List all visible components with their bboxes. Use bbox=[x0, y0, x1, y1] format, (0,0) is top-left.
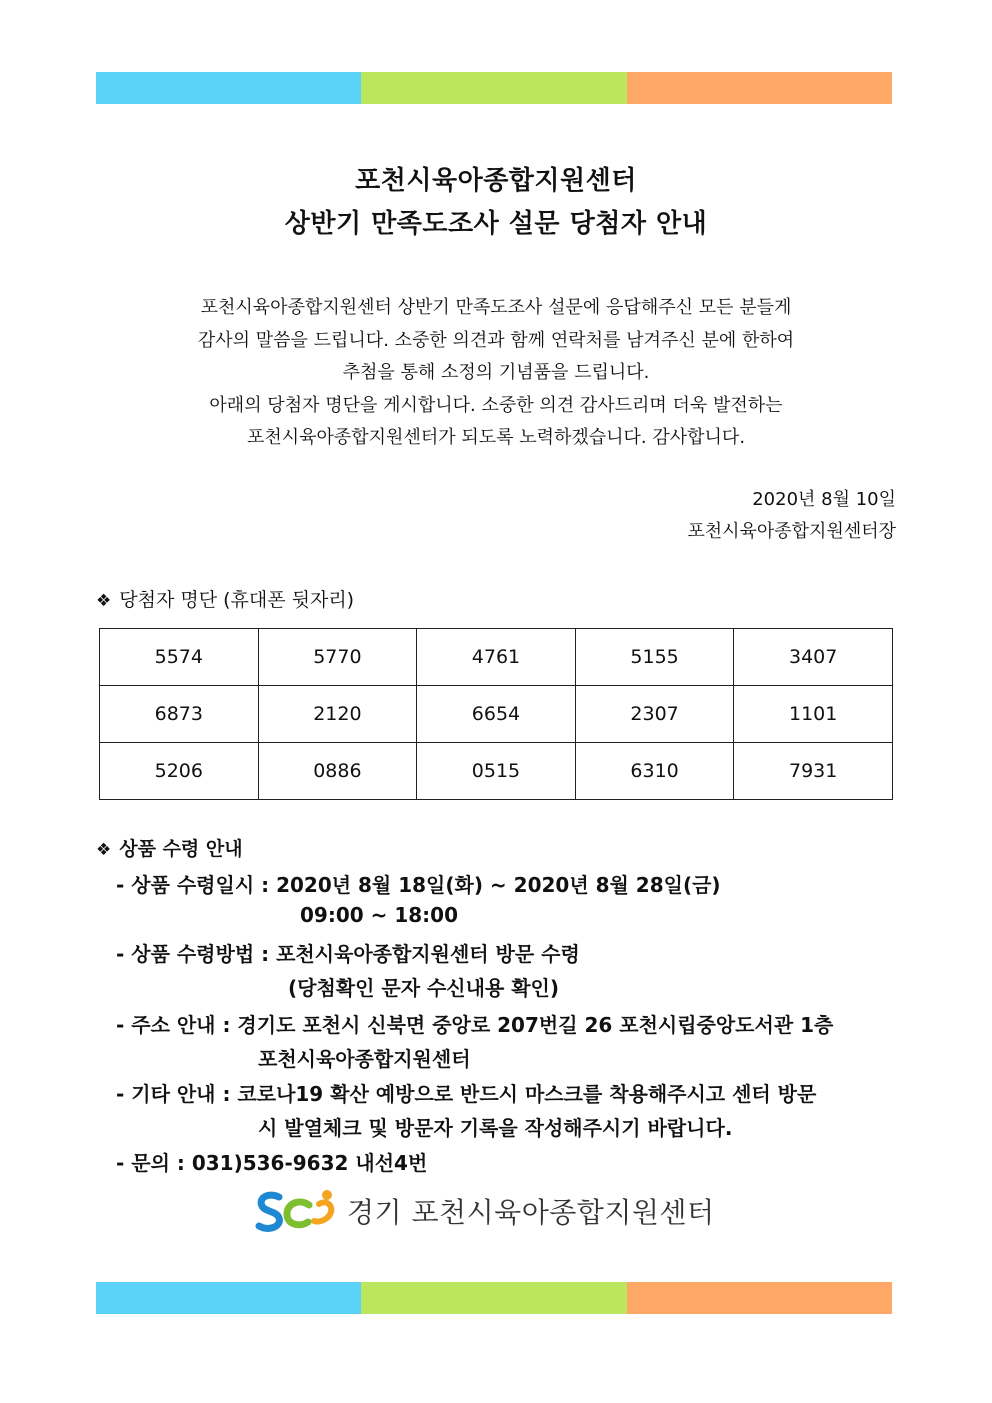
page-title-line2: 상반기 만족도조사 설문 당첨자 안내 bbox=[284, 209, 708, 239]
table-cell: 2120 bbox=[258, 686, 417, 743]
table-cell: 4761 bbox=[417, 629, 576, 686]
intro-line: 포천시육아종합지원센터가 되도록 노력하겠습니다. 감사합니다. bbox=[246, 427, 746, 448]
color-bar-orange bbox=[627, 1282, 892, 1314]
bottom-color-bar bbox=[96, 1282, 892, 1314]
color-bar-blue bbox=[96, 72, 361, 104]
winners-heading-text: 당첨자 명단 (휴대폰 뒷자리) bbox=[119, 589, 355, 611]
table-cell: 0886 bbox=[258, 743, 417, 800]
table-cell: 5155 bbox=[575, 629, 734, 686]
table-cell: 6310 bbox=[575, 743, 734, 800]
address-line: - 주소 안내 : 경기도 포천시 신북면 중앙로 207번길 26 포천시립중앙도서관 1층 bbox=[116, 1013, 834, 1037]
intro-paragraph bbox=[96, 292, 896, 455]
table-cell: 6654 bbox=[417, 686, 576, 743]
diamond-bullet-icon: ❖ bbox=[96, 591, 112, 611]
winners-table bbox=[99, 628, 893, 800]
table-row bbox=[100, 629, 893, 686]
diamond-bullet-icon: ❖ bbox=[96, 840, 112, 860]
table-cell: 0515 bbox=[417, 743, 576, 800]
intro-line: 감사의 말씀을 드립니다. 소중한 의견과 함께 연락처를 남겨주신 분에 한하여 bbox=[197, 329, 795, 351]
table-cell: 1101 bbox=[734, 686, 893, 743]
table-cell: 2307 bbox=[575, 686, 734, 743]
color-bar-orange bbox=[627, 72, 892, 104]
winners-heading bbox=[96, 585, 354, 612]
color-bar-green bbox=[361, 1282, 626, 1314]
center-logo bbox=[255, 1188, 715, 1234]
pickup-time-line: 09:00 ~ 18:00 bbox=[300, 903, 459, 927]
logo-text: 경기 포천시육아종합지원센터 bbox=[347, 1196, 715, 1229]
other-info-line: - 기타 안내 : 코로나19 확산 예방으로 반드시 마스크를 착용해주시고 센터 방문 bbox=[116, 1082, 817, 1106]
pickup-method-line: - 상품 수령방법 : 포천시육아종합지원센터 방문 수령 bbox=[116, 942, 580, 966]
pickup-heading-text: 상품 수령 안내 bbox=[119, 838, 243, 860]
table-cell: 7931 bbox=[734, 743, 893, 800]
pickup-heading bbox=[96, 834, 243, 861]
table-cell: 5574 bbox=[100, 629, 259, 686]
table-cell: 6873 bbox=[100, 686, 259, 743]
top-color-bar bbox=[96, 72, 892, 104]
table-row bbox=[100, 743, 893, 800]
other-info-line-2: 시 발열체크 및 방문자 기록을 작성해주시기 바랍니다. bbox=[258, 1116, 733, 1140]
table-cell: 5206 bbox=[100, 743, 259, 800]
intro-line: 포천시육아종합지원센터 상반기 만족도조사 설문에 응답해주신 모든 분들게 bbox=[200, 297, 792, 318]
table-row bbox=[100, 686, 893, 743]
notice-date: 2020년 8월 10일 bbox=[752, 489, 896, 510]
intro-line: 아래의 당첨자 명단을 게시합니다. 소중한 의견 감사드리며 더욱 발전하는 bbox=[209, 394, 783, 416]
sci-logo-icon bbox=[255, 1188, 339, 1234]
address-line-2: 포천시육아종합지원센터 bbox=[258, 1047, 471, 1071]
intro-line: 추첨을 통해 소정의 기념품을 드립니다. bbox=[342, 362, 650, 383]
signature: 포천시육아종합지원센터장 bbox=[687, 521, 896, 542]
pickup-date-line: - 상품 수령일시 : 2020년 8월 18일(화) ~ 2020년 8월 28일(금) bbox=[116, 873, 721, 897]
contact-line: - 문의 : 031)536-9632 내선4번 bbox=[116, 1151, 428, 1175]
table-cell: 3407 bbox=[734, 629, 893, 686]
color-bar-green bbox=[361, 72, 626, 104]
page-title-line1: 포천시육아종합지원센터 bbox=[355, 166, 637, 196]
pickup-method-note: (당첨확인 문자 수신내용 확인) bbox=[288, 976, 560, 1000]
color-bar-blue bbox=[96, 1282, 361, 1314]
table-cell: 5770 bbox=[258, 629, 417, 686]
